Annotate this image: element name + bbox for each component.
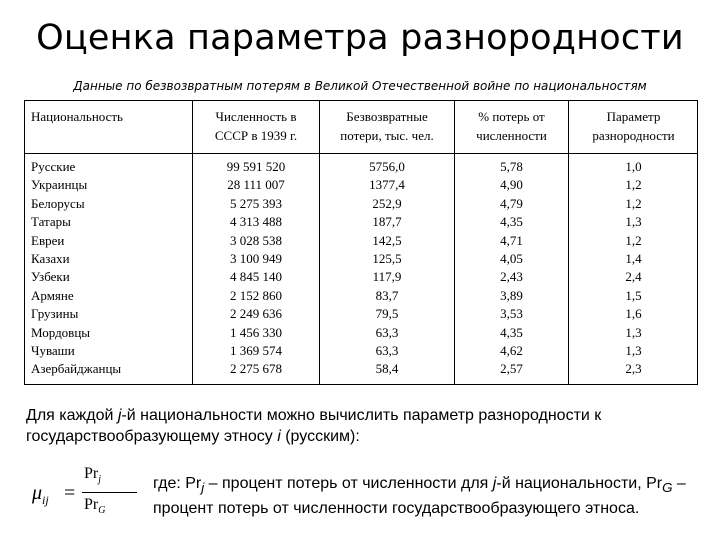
table-cell-population: 2 249 636 bbox=[230, 306, 282, 322]
heterogeneity-formula bbox=[32, 462, 142, 524]
page-title: Оценка параметра разнородности bbox=[36, 18, 684, 58]
table-cell-pct: 4,62 bbox=[500, 342, 523, 358]
table-cell-param: 1,2 bbox=[625, 195, 642, 211]
formula-mu: $\mu_{ij}$ bbox=[32, 482, 49, 507]
table-cell-nationality: Армяне bbox=[31, 287, 74, 303]
table-cell-losses: 63,3 bbox=[375, 342, 399, 358]
page-subtitle: Данные по безвозвратным потерям в Великой Отечественной войне по национальностям bbox=[73, 79, 647, 93]
table-cell-pct: 4,35 bbox=[500, 324, 523, 340]
table-cell-nationality: Татары bbox=[31, 214, 71, 230]
table-cell-pct: 4,05 bbox=[500, 250, 523, 266]
table-cell-population: 3 028 538 bbox=[230, 232, 282, 248]
table-cell-population: 2 275 678 bbox=[230, 361, 282, 377]
table-cell-nationality: Азербайджанцы bbox=[31, 361, 122, 377]
table-cell-param: 1,5 bbox=[625, 287, 642, 303]
table-cell-pct: 3,89 bbox=[500, 287, 523, 303]
column-losses bbox=[320, 158, 454, 379]
table-cell-param: 1,2 bbox=[625, 177, 642, 193]
table-cell-nationality: Мордовцы bbox=[31, 324, 91, 340]
table-cell-nationality: Русские bbox=[31, 159, 76, 174]
table-cell-param: 1,3 bbox=[625, 214, 642, 230]
column-population bbox=[193, 158, 319, 379]
table-cell-nationality: Чуваши bbox=[31, 342, 75, 358]
table-cell-losses: 1377,4 bbox=[369, 177, 405, 193]
header-losses: Безвозвратные потери, тыс. чел. bbox=[340, 109, 434, 143]
header-divider bbox=[25, 153, 697, 154]
fraction-bar bbox=[82, 492, 137, 493]
table-cell-nationality: Узбеки bbox=[31, 269, 70, 285]
table-cell-pct: 4,79 bbox=[500, 195, 523, 211]
table-cell-losses: 58,4 bbox=[375, 361, 399, 377]
table-cell-nationality: Грузины bbox=[31, 306, 79, 322]
table-cell-losses: 117,9 bbox=[372, 269, 402, 285]
header-loss-percent: % потерь от численности bbox=[476, 109, 547, 143]
table-cell-losses: 252,9 bbox=[372, 195, 402, 211]
table-cell-pct: 2,43 bbox=[500, 269, 523, 285]
formula-numerator: $Pr_j$ bbox=[84, 465, 102, 486]
explanation-text: Для каждой j-й национальности можно вычислить параметр разнородности к государствообразующему этносу i (русским): bbox=[26, 407, 602, 445]
table-cell-population: 2 152 860 bbox=[230, 287, 282, 303]
header-nationality: Национальность bbox=[31, 109, 123, 124]
table-cell-losses: 5756,0 bbox=[369, 159, 405, 174]
table-cell-losses: 125,5 bbox=[372, 250, 402, 266]
table-cell-param: 2,4 bbox=[625, 269, 642, 285]
table-cell-losses: 187,7 bbox=[372, 214, 402, 230]
table-cell-pct: 2,57 bbox=[500, 361, 523, 377]
formula-equals: = bbox=[64, 482, 76, 504]
table-cell-losses: 83,7 bbox=[375, 287, 399, 303]
table-cell-pct: 4,90 bbox=[500, 177, 523, 193]
table-cell-param: 1,3 bbox=[625, 324, 642, 340]
table-cell-pct: 4,35 bbox=[500, 214, 523, 230]
losses-table bbox=[24, 100, 698, 385]
table-cell-losses: 79,5 bbox=[375, 306, 399, 322]
table-cell-population: 4 313 488 bbox=[230, 214, 282, 230]
table-cell-population: 99 591 520 bbox=[226, 159, 286, 174]
table-cell-param: 1,3 bbox=[625, 342, 642, 358]
table-cell-nationality: Белорусы bbox=[31, 195, 85, 211]
table-cell-nationality: Казахи bbox=[31, 250, 70, 266]
table-cell-pct: 5,78 bbox=[500, 159, 523, 174]
table-cell-nationality: Евреи bbox=[31, 232, 65, 248]
column-loss-percent bbox=[455, 158, 568, 379]
table-cell-param: 1,6 bbox=[625, 306, 642, 322]
table-cell-losses: 63,3 bbox=[375, 324, 399, 340]
table-cell-param: 1,0 bbox=[625, 159, 642, 174]
table-cell-population: 28 111 007 bbox=[227, 177, 285, 193]
table-cell-param: 2,3 bbox=[625, 361, 642, 377]
table-cell-param: 1,4 bbox=[625, 250, 642, 266]
table-cell-population: 5 275 393 bbox=[230, 195, 282, 211]
table-cell-population: 1 456 330 bbox=[230, 324, 282, 340]
formula-legend: где: $Pr_j$ – процент потерь от численности для j-й национальности, $Pr_G$ – процент потерь от численности государствообразующего этноса. bbox=[153, 475, 686, 518]
table-cell-population: 1 369 574 bbox=[230, 342, 282, 358]
table-cell-param: 1,2 bbox=[625, 232, 642, 248]
column-nationality bbox=[31, 158, 191, 379]
table-cell-losses: 142,5 bbox=[372, 232, 402, 248]
table-cell-pct: 3,53 bbox=[500, 306, 523, 322]
column-heterogeneity bbox=[569, 158, 698, 379]
formula-denominator: $Pr_G$ bbox=[84, 496, 106, 517]
table-cell-nationality: Украинцы bbox=[31, 177, 88, 193]
table-cell-population: 3 100 949 bbox=[230, 250, 282, 266]
header-population: Численность в СССР в 1939 г. bbox=[214, 109, 298, 143]
header-heterogeneity: Параметр разнородности bbox=[592, 109, 675, 143]
table-cell-pct: 4,71 bbox=[500, 232, 523, 248]
table-cell-population: 4 845 140 bbox=[230, 269, 282, 285]
